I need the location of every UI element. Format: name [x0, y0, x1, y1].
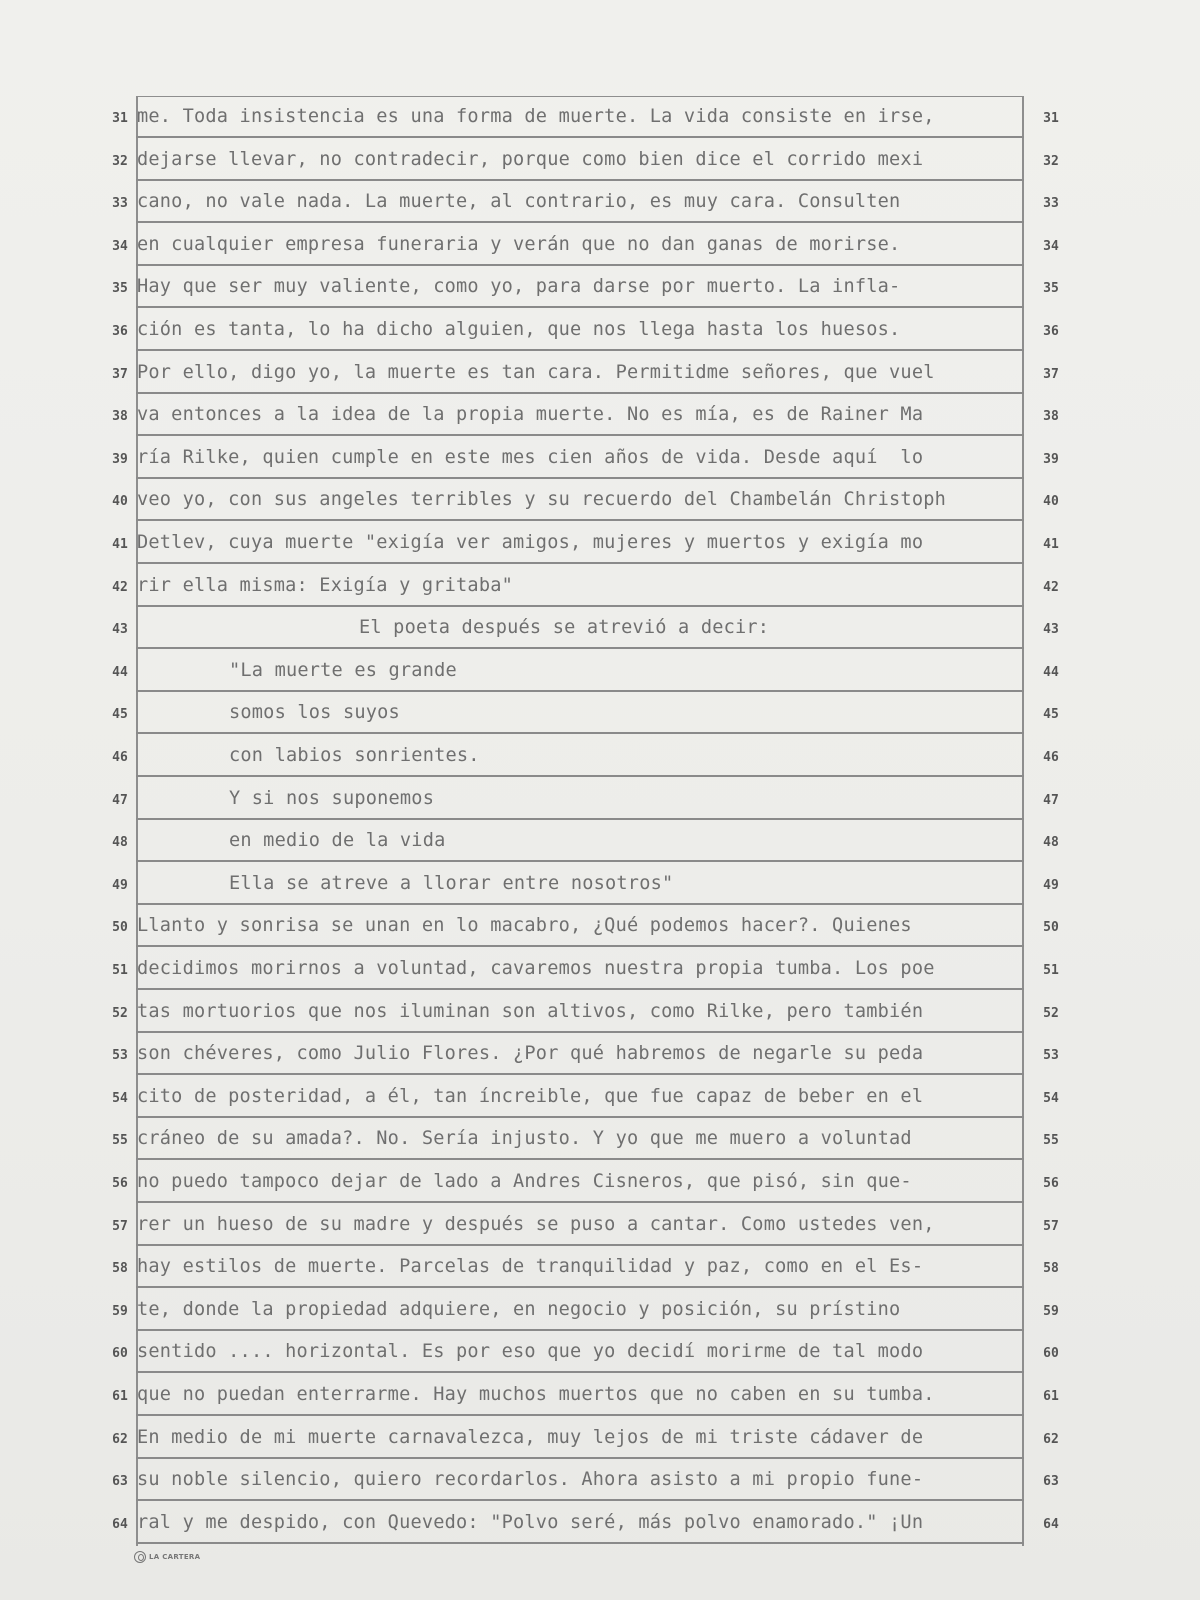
line-text: Y si nos suponemos	[229, 787, 435, 809]
ruled-line	[136, 1542, 1024, 1544]
text-line	[0, 1332, 1200, 1375]
ruled-line	[136, 519, 1024, 521]
line-text: ción es tanta, lo ha dicho alguien, que nos llega hasta los huesos.	[137, 319, 901, 340]
line-number-right: 51	[1043, 963, 1059, 978]
line-number-left: 35	[112, 281, 128, 297]
line-text: veo yo, con sus angeles terribles y su recuerdo del Chambelán Christoph	[137, 489, 947, 511]
text-line	[0, 566, 1200, 609]
line-number-right: 61	[1043, 1389, 1059, 1404]
line-number-right: 56	[1043, 1176, 1059, 1191]
ruled-line	[136, 562, 1024, 564]
line-text: ría Rilke, quien cumple en este mes cien años de vida. Desde aquí lo	[137, 446, 924, 468]
line-number-right: 39	[1043, 451, 1059, 467]
line-text: "La muerte es grande	[229, 659, 457, 681]
line-number-left: 48	[112, 835, 128, 851]
line-text: cráneo de su amada?. No. Sería injusto. Y yo que me muero a voluntad	[137, 1128, 912, 1150]
ruled-line	[136, 1457, 1024, 1459]
line-number-right: 32	[1043, 153, 1059, 169]
text-line	[0, 821, 1200, 864]
ruled-line	[136, 903, 1024, 905]
line-number-right: 38	[1043, 409, 1059, 425]
line-text: sentido .... horizontal. Es por eso que yo decidí morirme de tal modo	[137, 1341, 924, 1363]
line-number-left: 34	[112, 238, 128, 254]
ruled-line	[136, 1244, 1024, 1246]
line-number-left: 33	[112, 196, 128, 212]
line-number-left: 37	[112, 366, 128, 382]
line-text: con labios sonrientes.	[229, 745, 480, 766]
line-number-right: 33	[1043, 196, 1059, 212]
line-text: somos los suyos	[229, 702, 400, 724]
line-number-left: 36	[112, 324, 128, 339]
line-text: su noble silencio, quiero recordarlos. Ahora asisto a mi propio fune-	[137, 1469, 924, 1491]
text-line	[0, 1077, 1200, 1120]
line-number-right: 50	[1043, 920, 1059, 936]
line-number-right: 37	[1043, 366, 1059, 382]
text-line	[0, 608, 1200, 651]
line-number-right: 34	[1043, 238, 1059, 254]
line-number-right: 55	[1043, 1133, 1059, 1149]
line-number-right: 49	[1043, 877, 1059, 893]
ruled-line	[136, 988, 1024, 990]
line-number-right: 62	[1043, 1431, 1059, 1447]
line-text: cano, no vale nada. La muerte, al contrario, es muy cara. Consulten	[137, 191, 901, 213]
ruled-line	[136, 1201, 1024, 1203]
line-number-left: 61	[112, 1389, 128, 1404]
line-text: Por ello, digo yo, la muerte es tan cara. Permitidme señores, que vuel	[137, 361, 935, 383]
ruled-line	[136, 1286, 1024, 1288]
line-number-right: 59	[1043, 1303, 1059, 1319]
line-text: Detlev, cuya muerte "exigía ver amigos, mujeres y muertos y exigía mo	[137, 532, 924, 553]
text-line	[0, 97, 1200, 140]
ruled-line	[136, 306, 1024, 308]
text-line	[0, 523, 1200, 566]
line-text: En medio de mi muerte carnavalezca, muy lejos de mi triste cádaver de	[137, 1426, 924, 1448]
text-line	[0, 267, 1200, 310]
text-line	[0, 992, 1200, 1035]
ruled-line	[136, 434, 1024, 436]
ruled-line	[136, 1499, 1024, 1501]
line-number-right: 60	[1043, 1346, 1059, 1362]
text-line	[0, 864, 1200, 907]
ruled-line	[136, 945, 1024, 947]
publisher-logo-icon	[134, 1551, 146, 1563]
ruled-line	[136, 349, 1024, 351]
line-text: tas mortuorios que nos iluminan son altivos, como Rilke, pero también	[137, 1000, 924, 1022]
line-number-right: 58	[1043, 1261, 1059, 1277]
line-text: Ella se atreve a llorar entre nosotros"	[229, 872, 674, 894]
line-text: me. Toda insistencia es una forma de muerte. La vida consiste en irse,	[137, 106, 935, 127]
line-number-left: 43	[112, 622, 128, 638]
text-line	[0, 353, 1200, 396]
ruled-line	[136, 179, 1024, 181]
line-number-right: 40	[1043, 494, 1059, 510]
line-number-right: 46	[1043, 750, 1059, 765]
line-number-right: 31	[1043, 111, 1059, 126]
line-number-left: 51	[112, 963, 128, 978]
line-number-left: 58	[112, 1261, 128, 1277]
line-text: ral y me despido, con Quevedo: "Polvo seré, más polvo enamorado." ¡Un	[137, 1511, 924, 1533]
line-number-left: 46	[112, 750, 128, 765]
line-number-left: 62	[112, 1431, 128, 1447]
line-number-right: 47	[1043, 792, 1059, 808]
ruled-line	[136, 1329, 1024, 1331]
line-text: no puedo tampoco dejar de lado a Andres Cisneros, que pisó, sin que-	[137, 1171, 912, 1192]
ruled-line	[136, 136, 1024, 138]
line-number-right: 44	[1043, 664, 1059, 680]
text-line	[0, 1290, 1200, 1333]
line-number-right: 36	[1043, 324, 1059, 339]
text-line	[0, 1375, 1200, 1418]
line-number-left: 32	[112, 153, 128, 169]
line-text: hay estilos de muerte. Parcelas de tranquilidad y paz, como en el Es-	[137, 1256, 924, 1278]
line-number-left: 39	[112, 451, 128, 467]
text-line	[0, 1503, 1200, 1546]
line-number-left: 49	[112, 877, 128, 893]
line-text: Hay que ser muy valiente, como yo, para darse por muerto. La infla-	[137, 276, 901, 298]
ruled-line	[136, 477, 1024, 479]
line-number-right: 63	[1043, 1474, 1059, 1490]
line-number-right: 54	[1043, 1090, 1059, 1106]
ruled-line	[136, 1371, 1024, 1373]
line-number-left: 54	[112, 1090, 128, 1106]
line-text: decidimos morirnos a voluntad, cavaremos nuestra propia tumba. Los poe	[137, 958, 935, 979]
line-number-left: 50	[112, 920, 128, 936]
line-number-left: 60	[112, 1346, 128, 1362]
line-number-left: 31	[112, 111, 128, 126]
ruled-line	[136, 860, 1024, 862]
text-line	[0, 1162, 1200, 1205]
line-number-right: 64	[1043, 1516, 1059, 1532]
line-text: en cualquier empresa funeraria y verán que no dan ganas de morirse.	[137, 233, 901, 255]
line-number-right: 35	[1043, 281, 1059, 297]
ruled-line	[136, 1031, 1024, 1033]
line-text: rer un hueso de su madre y después se puso a cantar. Como ustedes ven,	[137, 1213, 935, 1235]
line-number-right: 53	[1043, 1048, 1059, 1064]
text-line	[0, 310, 1200, 353]
line-number-left: 45	[112, 707, 128, 723]
text-line	[0, 651, 1200, 694]
line-number-left: 56	[112, 1176, 128, 1191]
line-number-left: 40	[112, 494, 128, 510]
text-line	[0, 949, 1200, 992]
line-number-right: 41	[1043, 537, 1059, 552]
ruled-line	[136, 775, 1024, 777]
line-text: va entonces a la idea de la propia muerte. No es mía, es de Rainer Ma	[137, 404, 924, 426]
ruled-line	[136, 264, 1024, 266]
line-text: dejarse llevar, no contradecir, porque como bien dice el corrido mexi	[137, 148, 924, 170]
line-number-right: 42	[1043, 579, 1059, 595]
ruled-line	[136, 1158, 1024, 1160]
line-text: son chéveres, como Julio Flores. ¿Por qué habremos de negarle su peda	[137, 1043, 924, 1065]
text-line	[0, 480, 1200, 523]
line-number-right: 48	[1043, 835, 1059, 851]
text-line	[0, 140, 1200, 183]
text-line	[0, 1460, 1200, 1503]
ruled-line	[136, 392, 1024, 394]
text-line	[0, 182, 1200, 225]
line-number-right: 57	[1043, 1218, 1059, 1234]
line-number-right: 52	[1043, 1005, 1059, 1021]
ruled-line	[136, 1116, 1024, 1118]
line-text: que no puedan enterrarme. Hay muchos muertos que no caben en su tumba.	[137, 1384, 935, 1405]
ruled-line	[136, 1073, 1024, 1075]
publisher-logo-lettering: LA CARTERA	[149, 1553, 201, 1561]
publisher-logo	[134, 1551, 200, 1563]
ruled-line	[136, 690, 1024, 692]
text-line	[0, 225, 1200, 268]
line-number-left: 57	[112, 1218, 128, 1234]
text-line	[0, 438, 1200, 481]
line-text: Llanto y sonrisa se unan en lo macabro, ¿Qué podemos hacer?. Quienes	[137, 915, 912, 937]
line-text: rir ella misma: Exigía y gritaba"	[137, 574, 514, 596]
text-line	[0, 1418, 1200, 1461]
ruled-line	[136, 732, 1024, 734]
text-line	[0, 779, 1200, 822]
ruled-line	[136, 1414, 1024, 1416]
line-number-right: 43	[1043, 622, 1059, 638]
line-number-right: 45	[1043, 707, 1059, 723]
line-number-left: 47	[112, 792, 128, 808]
line-number-left: 64	[112, 1516, 128, 1532]
line-text: te, donde la propiedad adquiere, en negocio y posición, su prístino	[137, 1298, 901, 1320]
text-line	[0, 736, 1200, 779]
ruled-line	[136, 605, 1024, 607]
text-line	[0, 693, 1200, 736]
text-line	[0, 395, 1200, 438]
text-line	[0, 1205, 1200, 1248]
text-line	[0, 1119, 1200, 1162]
line-text: El poeta después se atrevió a decir:	[359, 617, 770, 639]
line-number-left: 52	[112, 1005, 128, 1021]
line-number-left: 53	[112, 1048, 128, 1064]
ruled-line	[136, 647, 1024, 649]
line-text: cito de posteridad, a él, tan íncreible, que fue capaz de beber en el	[137, 1085, 924, 1107]
line-number-left: 42	[112, 579, 128, 595]
line-number-left: 44	[112, 664, 128, 680]
text-line	[0, 1034, 1200, 1077]
text-line	[0, 906, 1200, 949]
text-line	[0, 1247, 1200, 1290]
ruled-line	[136, 818, 1024, 820]
line-number-left: 55	[112, 1133, 128, 1149]
line-number-left: 41	[112, 537, 128, 552]
ruled-line	[136, 221, 1024, 223]
line-number-left: 38	[112, 409, 128, 425]
line-number-left: 59	[112, 1303, 128, 1319]
line-number-left: 63	[112, 1474, 128, 1490]
line-text: en medio de la vida	[229, 830, 446, 852]
